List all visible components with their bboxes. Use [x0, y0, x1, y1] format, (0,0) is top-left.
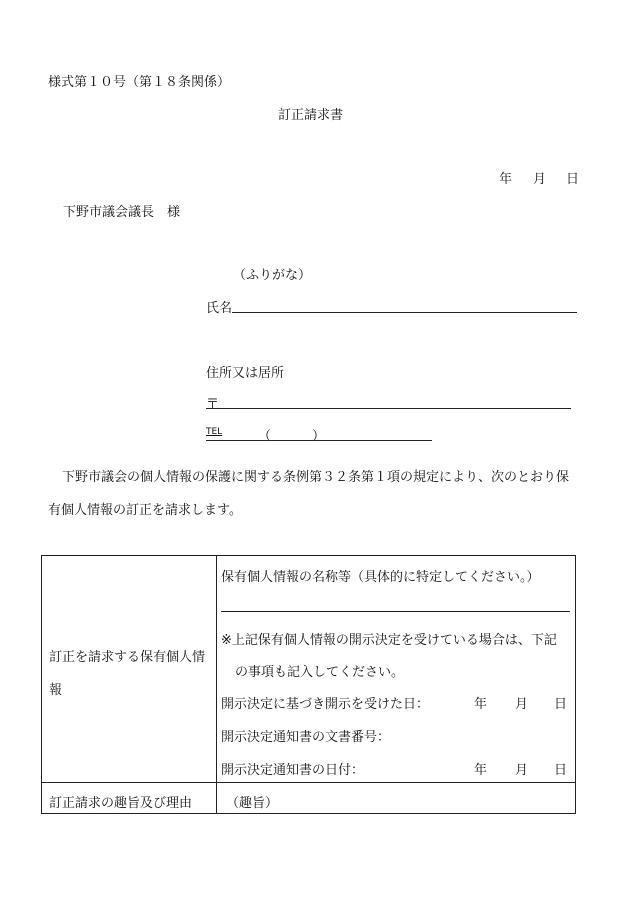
name-label: 氏名 [206, 301, 233, 316]
notice-date-day: 日 [554, 763, 568, 778]
addressee: 下野市議会議長 様 [63, 205, 181, 220]
disclosure-date-month: 月 [515, 697, 529, 712]
info-name-field-line[interactable] [221, 611, 570, 612]
disclosure-date-day: 日 [554, 697, 568, 712]
row2-label: 訂正請求の趣旨及び理由 [49, 796, 193, 811]
furigana-label: （ふりがな） [233, 268, 312, 283]
tel-paren-open: （ [258, 429, 272, 444]
address-field-line[interactable] [206, 408, 571, 409]
table-row-divider [42, 782, 575, 783]
tel-field-line[interactable] [206, 440, 432, 441]
date-month-label: 月 [533, 172, 547, 187]
tel-label: TEL [206, 427, 223, 437]
name-field-line[interactable] [232, 312, 577, 313]
note-line2: の事項も記入してください。 [235, 665, 405, 680]
notice-date-year: 年 [474, 763, 488, 778]
info-title-label: 保有個人情報の名称等（具体的に特定してください。） [221, 570, 540, 585]
notice-date-label: 開示決定通知書の日付： [221, 763, 365, 778]
reason-heading: （趣旨） [226, 796, 279, 811]
row1-label-line2: 報 [49, 683, 63, 698]
note-line1: ※上記保有個人情報の開示決定を受けている場合は、下記 [221, 633, 557, 648]
tel-paren-close: ） [312, 429, 326, 444]
correction-request-table [41, 555, 576, 814]
address-label: 住所又は居所 [206, 366, 285, 381]
table-column-divider [216, 556, 217, 813]
disclosure-date-label: 開示決定に基づき開示を受けた日： [221, 697, 430, 712]
date-year-label: 年 [499, 172, 513, 187]
row1-label-line1: 訂正を請求する保有個人情 [49, 650, 206, 665]
document-title: 訂正請求書 [278, 108, 344, 123]
doc-number-label: 開示決定通知書の文書番号： [221, 730, 391, 745]
disclosure-date-year: 年 [474, 697, 488, 712]
form-number: 様式第１０号（第１８条関係） [48, 75, 231, 90]
body-text-line1: 下野市議会の個人情報の保護に関する条例第３２条第１項の規定により、次のとおり保 [62, 470, 570, 485]
date-day-label: 日 [566, 172, 580, 187]
body-text-line2: 有個人情報の訂正を請求します。 [48, 503, 242, 518]
postal-mark: 〒 [206, 397, 220, 412]
notice-date-month: 月 [515, 763, 529, 778]
